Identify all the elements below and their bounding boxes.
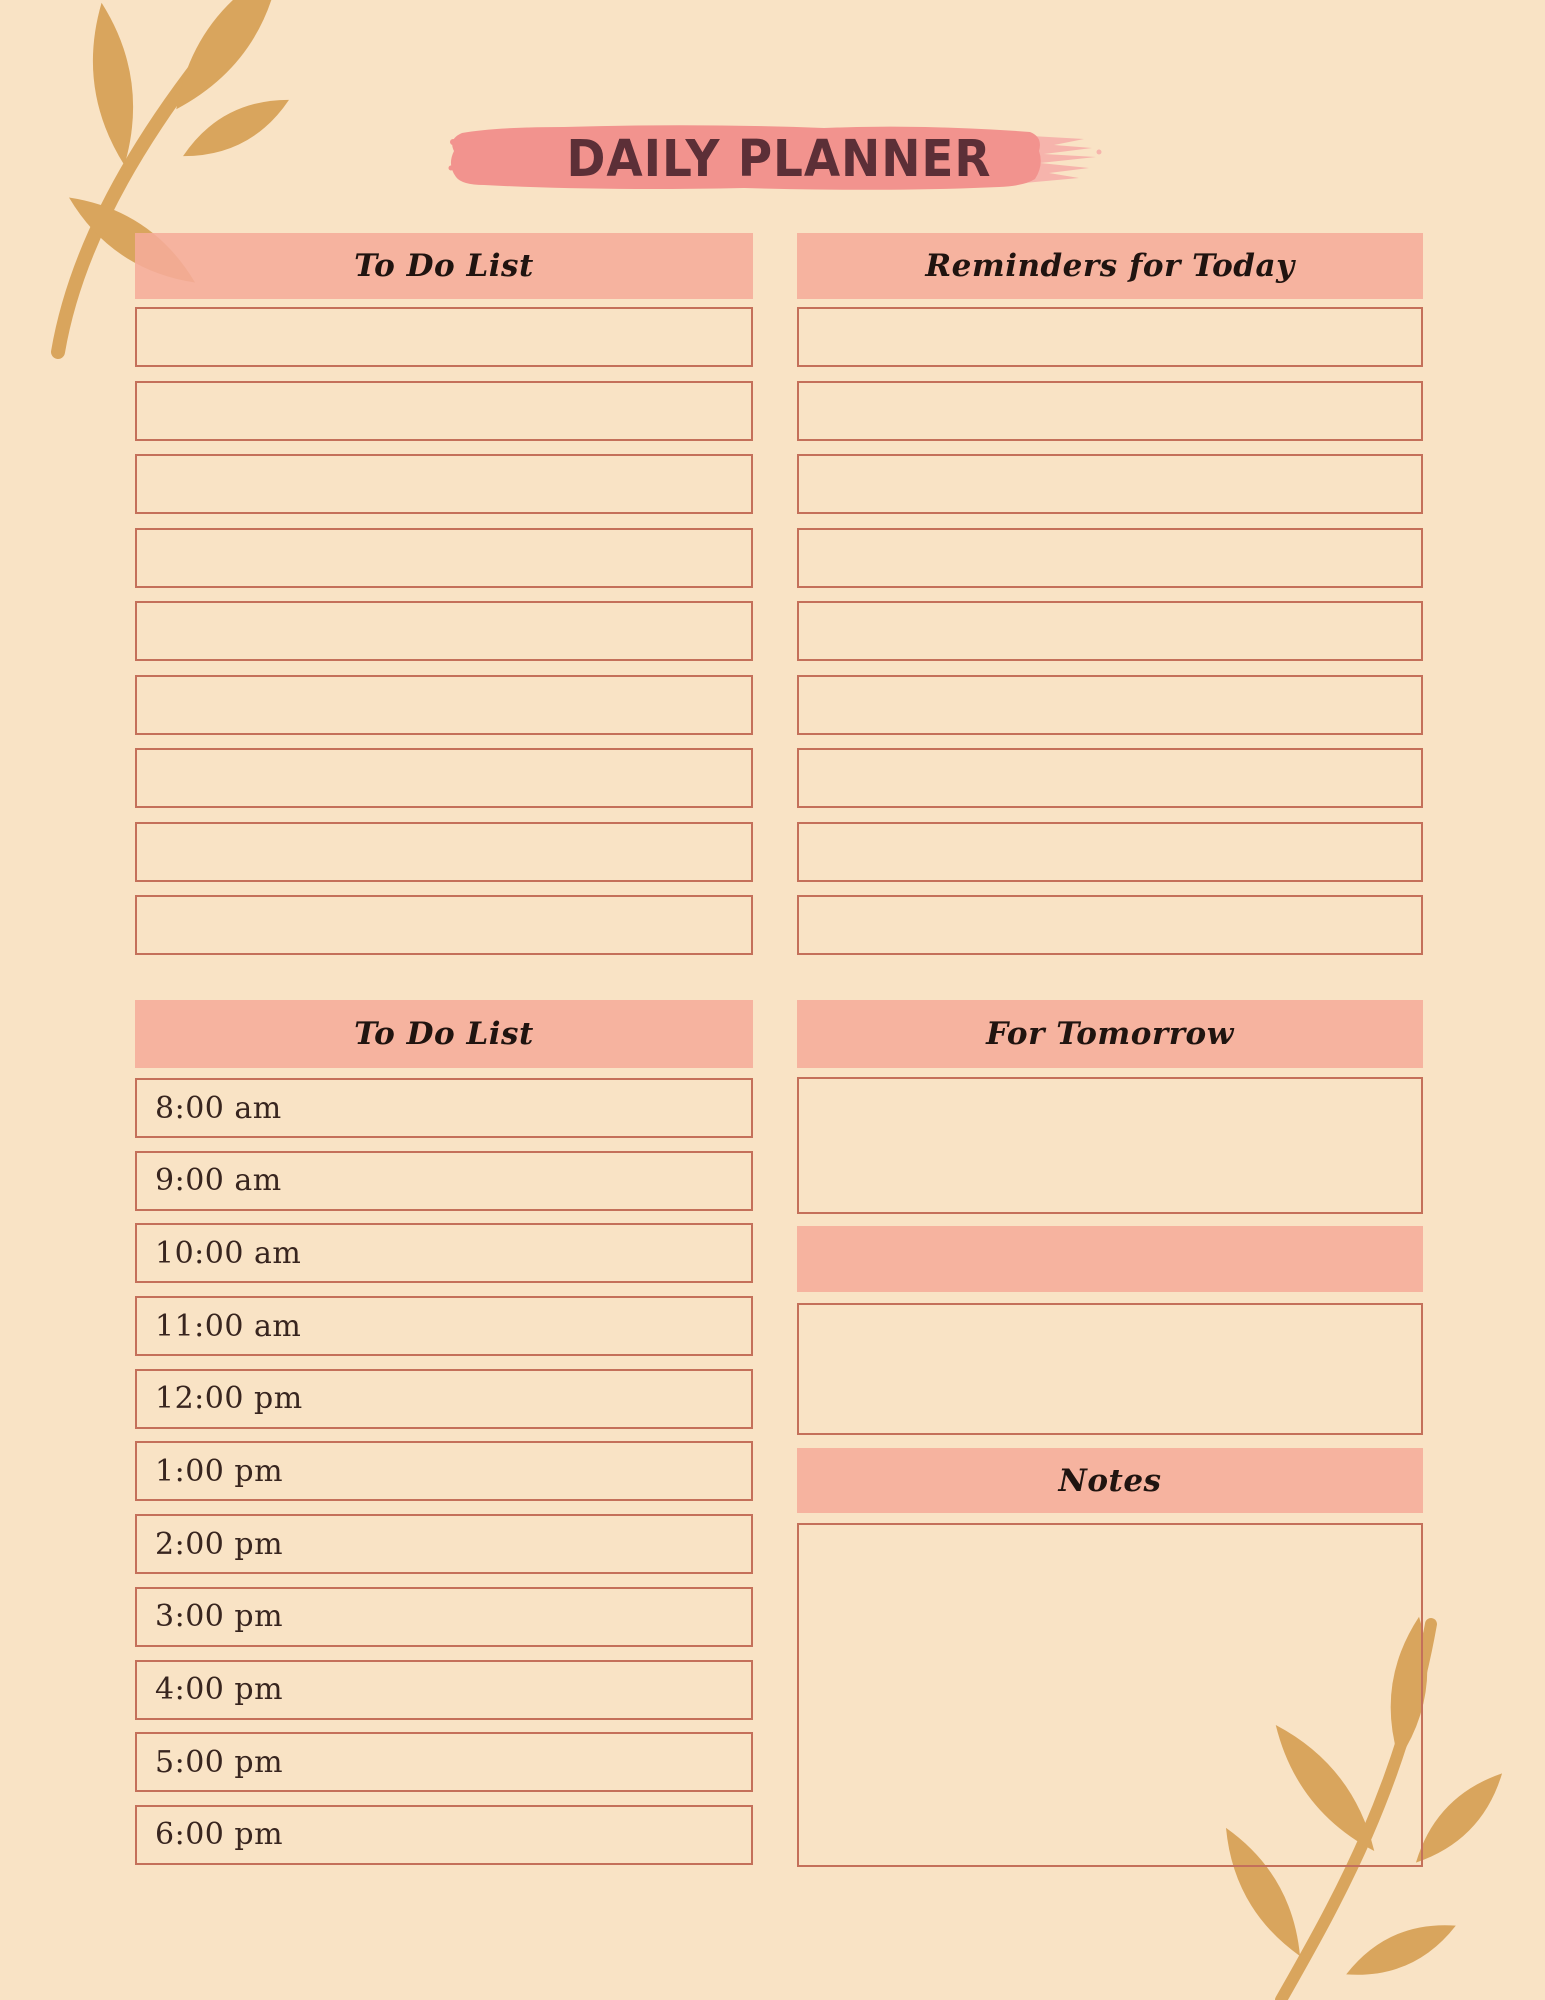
todo-row[interactable] [135, 748, 753, 808]
schedule-row[interactable] [135, 1732, 753, 1792]
schedule-time-label: 12:00 pm [155, 1381, 303, 1417]
todo-top-list [135, 307, 753, 955]
reminder-row[interactable] [797, 675, 1423, 735]
notes-header [797, 1448, 1423, 1513]
notes-box[interactable] [797, 1523, 1423, 1867]
todo-row[interactable] [135, 895, 753, 955]
schedule-time-label: 5:00 pm [155, 1744, 284, 1780]
reminders-list [797, 307, 1423, 955]
tomorrow-title: For Tomorrow [986, 1016, 1234, 1052]
tomorrow-header [797, 1000, 1423, 1068]
todo-top-header [135, 233, 753, 299]
reminder-row[interactable] [797, 895, 1423, 955]
todo-row[interactable] [135, 454, 753, 514]
reminder-row[interactable] [797, 748, 1423, 808]
schedule-row[interactable] [135, 1441, 753, 1501]
title-banner [444, 121, 1114, 197]
schedule-row[interactable] [135, 1587, 753, 1647]
todo-row[interactable] [135, 307, 753, 367]
schedule-time-label: 2:00 pm [155, 1526, 284, 1562]
reminder-row[interactable] [797, 601, 1423, 661]
schedule-row[interactable] [135, 1151, 753, 1211]
extra-box[interactable] [797, 1303, 1423, 1435]
notes-title: Notes [1058, 1462, 1162, 1499]
reminders-title: Reminders for Today [925, 248, 1295, 284]
schedule-time-label: 9:00 am [155, 1163, 282, 1199]
todo-top-title: To Do List [354, 248, 534, 284]
extra-section-band [797, 1226, 1423, 1292]
todo-row[interactable] [135, 528, 753, 588]
schedule-time-label: 3:00 pm [155, 1599, 284, 1635]
reminder-row[interactable] [797, 381, 1423, 441]
reminder-row[interactable] [797, 822, 1423, 882]
reminder-row[interactable] [797, 307, 1423, 367]
todo-row[interactable] [135, 601, 753, 661]
todo-row[interactable] [135, 675, 753, 735]
tomorrow-box[interactable] [797, 1077, 1423, 1214]
schedule-time-label: 8:00 am [155, 1090, 282, 1126]
schedule-time-label: 1:00 pm [155, 1453, 284, 1489]
schedule-row[interactable] [135, 1223, 753, 1283]
reminders-header [797, 233, 1423, 299]
reminder-row[interactable] [797, 528, 1423, 588]
page-title: DAILY PLANNER [566, 129, 992, 189]
todo-row[interactable] [135, 381, 753, 441]
schedule-header [135, 1000, 753, 1068]
schedule-row[interactable] [135, 1660, 753, 1720]
schedule-row[interactable] [135, 1296, 753, 1356]
schedule-title: To Do List [354, 1016, 534, 1052]
reminder-row[interactable] [797, 454, 1423, 514]
schedule-row[interactable] [135, 1369, 753, 1429]
schedule-time-label: 10:00 am [155, 1235, 302, 1271]
schedule-list [135, 1078, 753, 1865]
schedule-row[interactable] [135, 1078, 753, 1138]
schedule-time-label: 11:00 am [155, 1308, 302, 1344]
schedule-row[interactable] [135, 1514, 753, 1574]
schedule-row[interactable] [135, 1805, 753, 1865]
schedule-time-label: 4:00 pm [155, 1672, 284, 1707]
schedule-time-label: 6:00 pm [155, 1817, 284, 1853]
todo-row[interactable] [135, 822, 753, 882]
